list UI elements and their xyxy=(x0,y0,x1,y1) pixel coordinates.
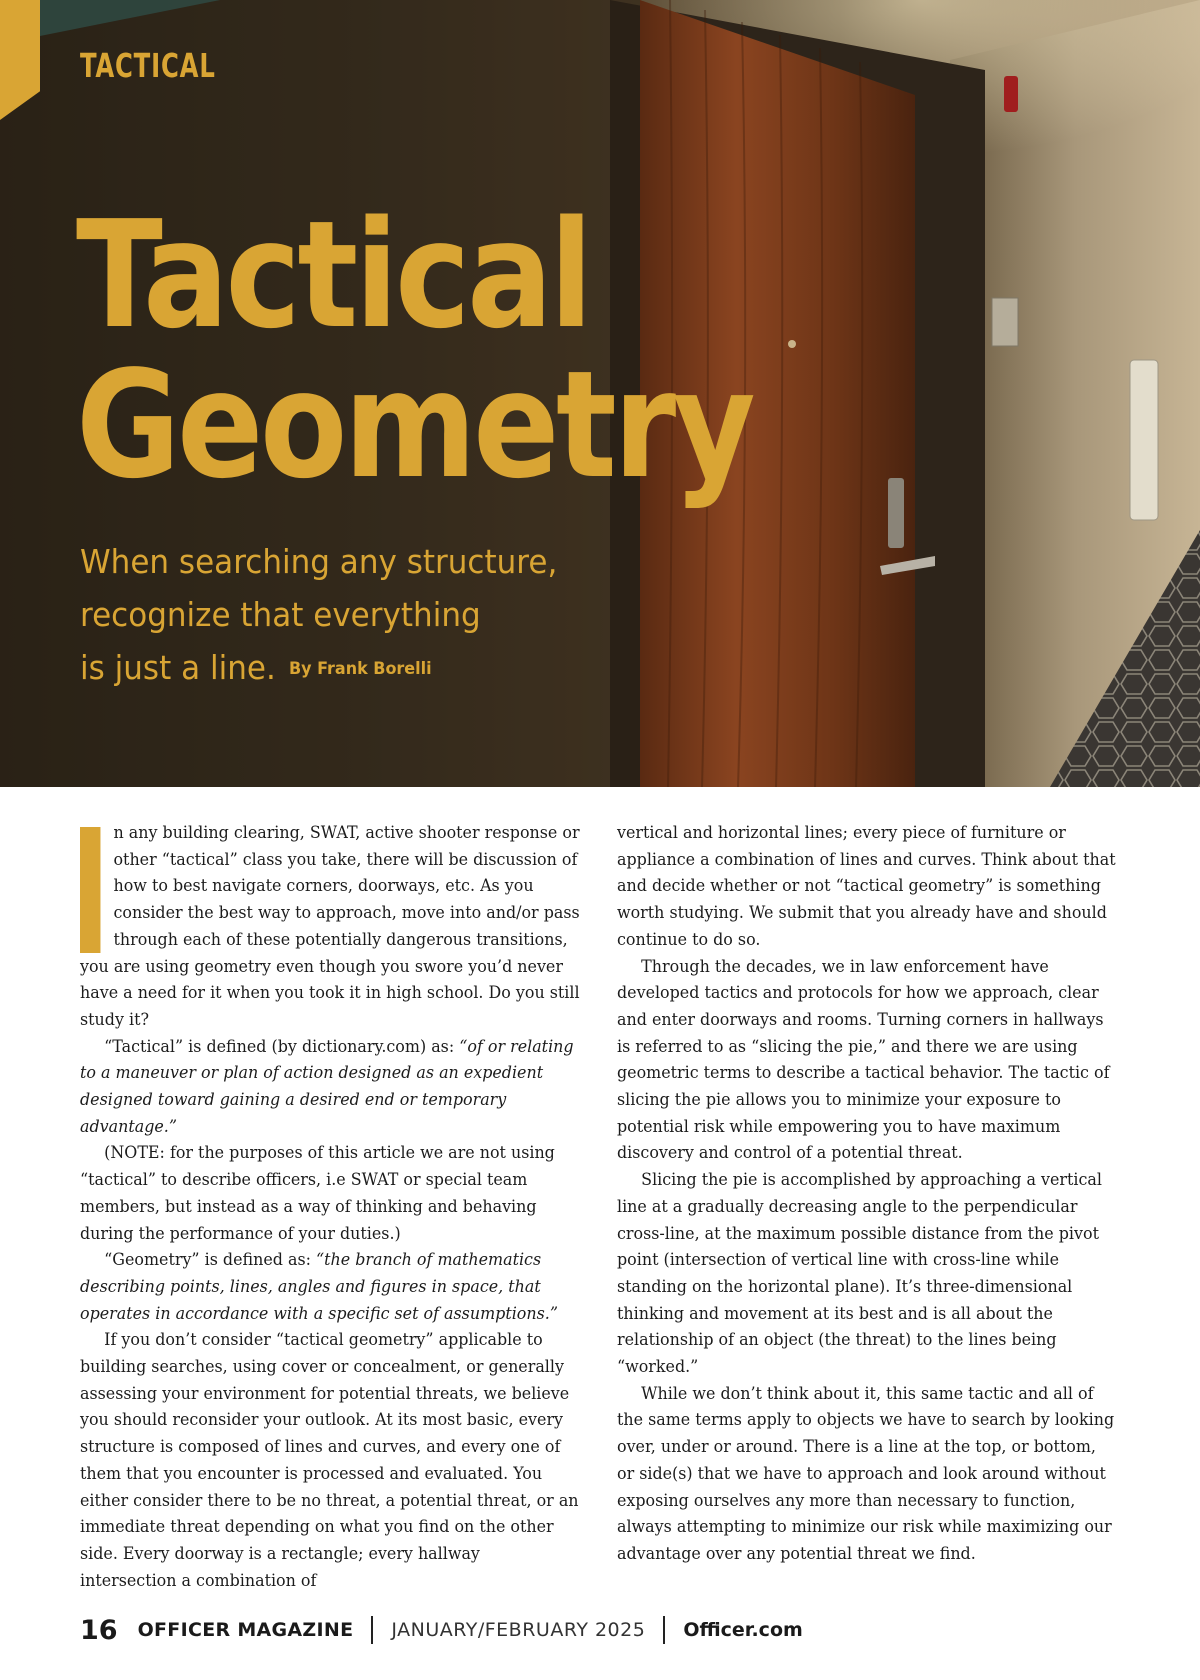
paragraph xyxy=(80,1034,580,1141)
definition-lead: “Tactical” is defined (by dictionary.com) as: xyxy=(104,1036,460,1057)
footer-divider xyxy=(663,1616,665,1644)
article-column-right xyxy=(617,820,1117,1568)
wall-sign xyxy=(992,298,1018,346)
paragraph-text: If you don’t consider “tactical geometry” applicable to building searches, using cover or concealment, or generally assessing your environment for potential threats, we believe you should reconsider your outlook. At its most basic, every structure is composed of lines and curves, and every one of them that you encounter is processed and evaluated. You either consider there to be no threat, a potential threat, or an immediate threat depending on what you find on the other side. Every doorway is a rectangle; every hallway intersection a combination of xyxy=(80,1330,579,1591)
deck-line-2: recognize that everything xyxy=(80,595,481,634)
article-title xyxy=(76,189,753,511)
definition-quote: “the branch of mathematics describing points, lines, angles and figures in space, that operates in accordance with a specific set of assumptions.” xyxy=(80,1250,558,1324)
article-column-left xyxy=(80,820,580,1594)
paragraph-text: Through the decades, we in law enforcement have developed tactics and protocols for how we approach, clear and enter doorways and rooms. Turning corners in hallways is referred to as “slicing the pie,” and there we are using geometric terms to describe a tactical behavior. The tactic of slicing the pie allows you to minimize your exposure to potential risk while empowering you to have maximum discovery and control of a potential threat. xyxy=(617,956,1110,1164)
magazine-name: OFFICER MAGAZINE xyxy=(137,1619,354,1641)
paragraph-text: Slicing the pie is accomplished by approaching a vertical line at a gradually decreasing angle to the perpendicular cross-line, at the maximum possible distance from the pivot point (intersection of vertical line with cross-line while standing on the horizontal plane). It’s three-dimensional thinking and movement at its best and is all about the relationship of an object (the threat) to the lines being “worked.” xyxy=(617,1170,1102,1378)
byline: By Frank Borelli xyxy=(288,659,432,679)
issue-date: JANUARY/FEBRUARY 2025 xyxy=(391,1619,646,1641)
hero-photo xyxy=(0,0,1200,787)
peephole xyxy=(788,340,796,348)
door-lock xyxy=(888,478,904,548)
title-line-1: Tactical xyxy=(76,189,590,361)
deck-line-3: is just a line. xyxy=(80,648,276,687)
paragraph-text: While we don’t think about it, this same tactic and all of the same terms apply to objects we have to search by looking over, under or around. There is a line at the top, or bottom, or side(s) that we have to approach and look around without exposing ourselves any more than necessary to function, always attempting to minimize our risk while maximizing our advantage over any potential threat we find. xyxy=(617,1383,1115,1564)
page-footer xyxy=(80,1613,803,1647)
article-deck xyxy=(80,535,663,696)
fire-alarm xyxy=(1004,76,1018,112)
paragraph xyxy=(80,820,580,1034)
deck-line-1: When searching any structure, xyxy=(80,542,558,581)
paragraph xyxy=(80,1247,580,1327)
definition-quote: “of or relating to a maneuver or plan of action designed as an expedient designed toward gaining a desired end or temporary advantage.” xyxy=(80,1036,574,1137)
website-link[interactable]: Officer.com xyxy=(683,1619,803,1641)
title-line-2: Geometry xyxy=(76,339,753,511)
footer-divider xyxy=(371,1616,373,1644)
drop-cap xyxy=(80,827,100,953)
paragraph-text: n any building clearing, SWAT, active shooter response or other “tactical” class you take, there will be discussion of how to best navigate corners, doorways, etc. As you consider the best way to approach, move into and/or pass through each of these potentially dangerous transitions, you are using geometry even though you swore you’d never have a need for it when you took it in high school. Do you still study it? xyxy=(80,823,580,1030)
wall-panel xyxy=(1130,360,1158,520)
definition-lead: “Geometry” is defined as: xyxy=(104,1250,317,1271)
section-label: TACTICAL xyxy=(80,46,216,85)
paragraph-text: vertical and horizontal lines; every piece of furniture or appliance a combination of lines and curves. Think about that and decide whether or not “tactical geometry” is something worth studying. We submit that you already have and should continue to do so. xyxy=(617,823,1116,950)
page-number: 16 xyxy=(80,1614,118,1646)
paragraph-text: (NOTE: for the purposes of this article we are not using “tactical” to describe officers, i.e SWAT or special team members, but instead as a way of thinking and behaving during the performance of your duties.) xyxy=(80,1143,555,1244)
